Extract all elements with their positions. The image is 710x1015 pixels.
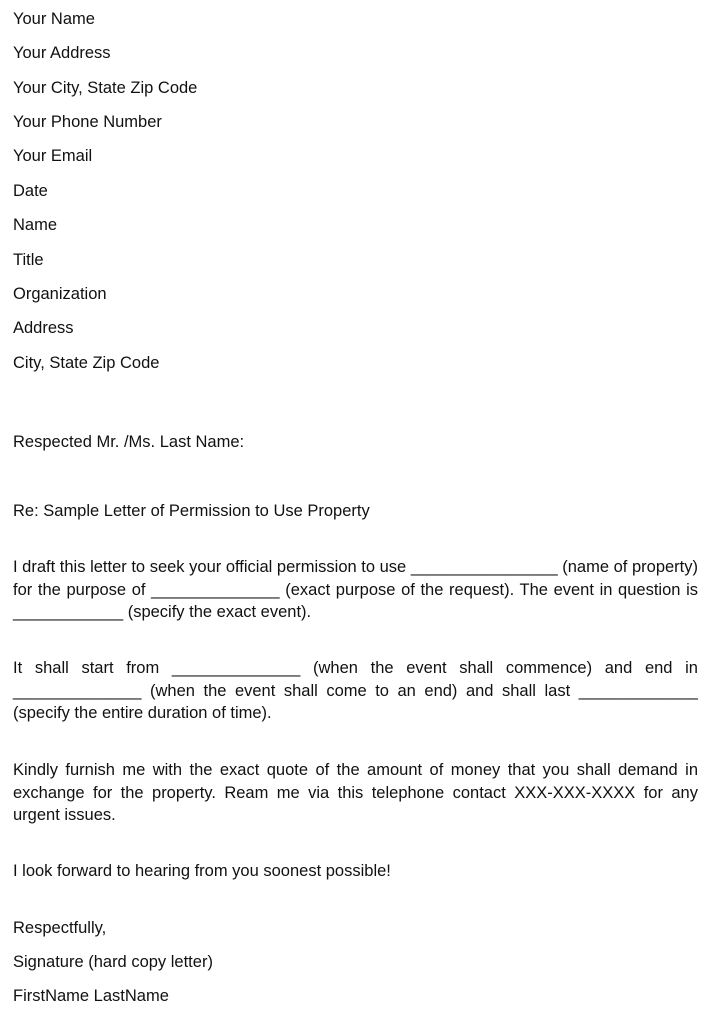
sender-city-state-zip: Your City, State Zip Code: [13, 79, 198, 97]
closing-printed-name: FirstName LastName: [13, 987, 169, 1005]
recipient-city-state-zip: City, State Zip Code: [13, 354, 160, 372]
body-paragraph-1: I draft this letter to seek your official permission to use ________________ (name of property) for the purpose of ______________ (exact purpose of the request). The event in question is ____________ (specify the exact event).: [13, 558, 698, 621]
subject-line: Re: Sample Letter of Permission to Use Property: [13, 502, 370, 520]
closing-signature: Signature (hard copy letter): [13, 953, 213, 971]
letter-date: Date: [13, 182, 48, 200]
sender-address: Your Address: [13, 44, 111, 62]
recipient-address: Address: [13, 319, 74, 337]
recipient-title: Title: [13, 251, 44, 269]
sender-name: Your Name: [13, 10, 95, 28]
body-paragraph-3: Kindly furnish me with the exact quote of the amount of money that you shall demand in exchange for the property. Ream me via this telephone contact XXX-XXX-XXXX for any urgent issues.: [13, 761, 698, 824]
recipient-organization: Organization: [13, 285, 107, 303]
recipient-name: Name: [13, 216, 58, 234]
sender-phone: Your Phone Number: [13, 113, 162, 131]
closing-valediction: Respectfully,: [13, 919, 107, 937]
sender-email: Your Email: [13, 147, 93, 165]
body-paragraph-2: It shall start from ______________ (when the event shall commence) and end in ______________ (when the event shall come to an end) and shall last _____________ (specify the entire duration of time).: [13, 659, 698, 722]
salutation: Respected Mr. /Ms. Last Name:: [13, 433, 245, 451]
body-paragraph-4: I look forward to hearing from you soonest possible!: [13, 862, 391, 880]
